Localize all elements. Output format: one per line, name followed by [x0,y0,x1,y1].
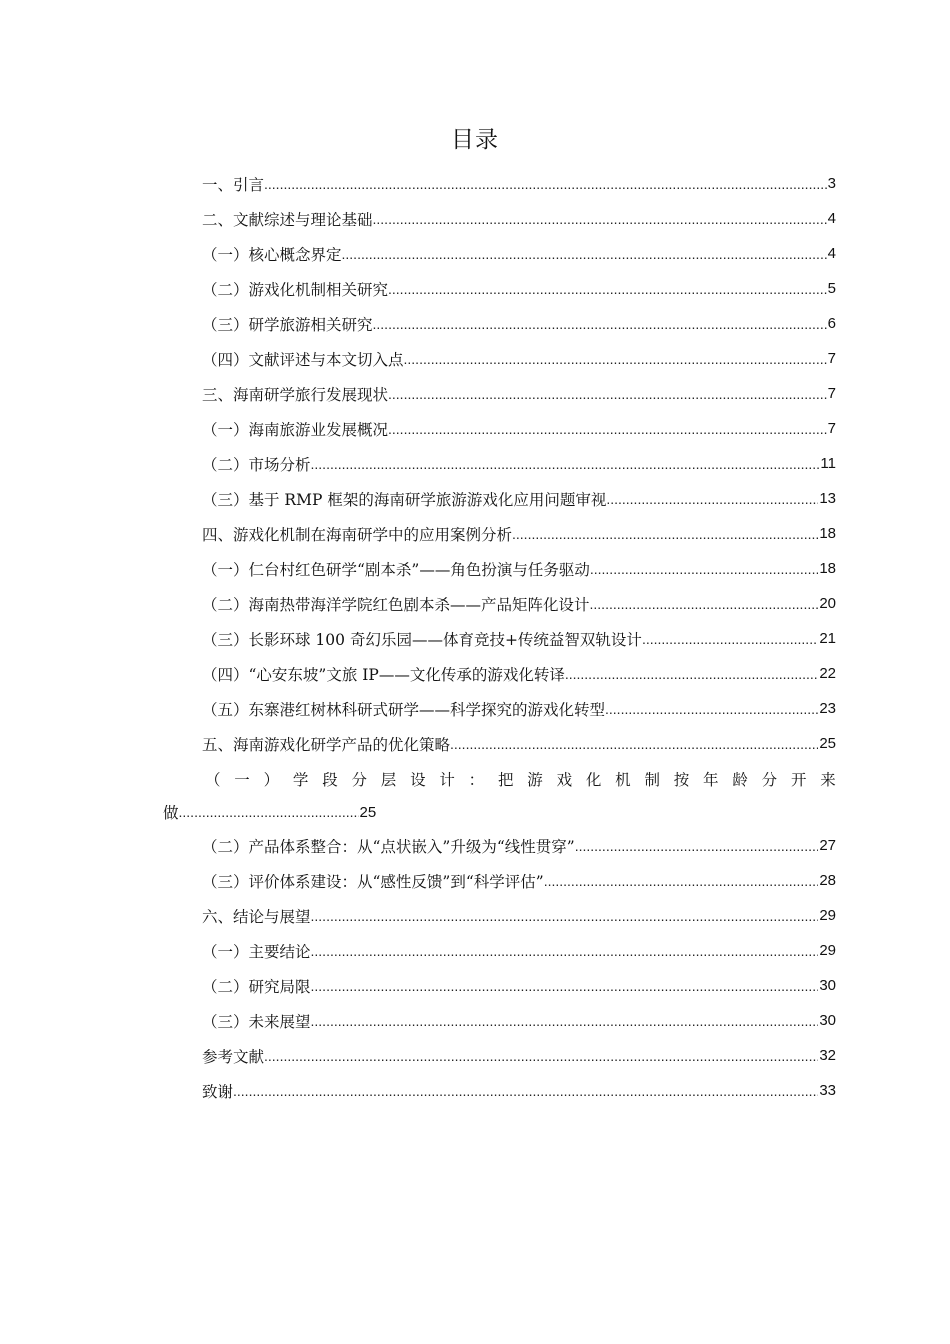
toc-entry-char: ： [468,770,485,789]
toc-entry-label: 致谢 [202,1082,234,1101]
toc-entry-char: （ [205,770,221,789]
toc-entry[interactable] [202,166,836,201]
toc-entry-label: 二、文献综述与理论基础 [202,210,373,229]
toc-entry-page-number: 27 [819,837,836,854]
toc-entry[interactable] [202,933,836,968]
toc-entry-page-number: 23 [819,700,836,717]
toc-entry[interactable] [202,968,836,1003]
toc-entry-page-number: 29 [819,942,836,959]
toc-leader-dots [311,1012,819,1030]
toc-entry[interactable] [202,586,836,621]
toc-entry-page-number: 7 [827,420,836,437]
toc-leader-dots [264,175,827,193]
toc-entry-label: 五、海南游戏化研学产品的优化策略 [202,735,451,754]
toc-leader-dots [642,630,818,648]
toc-entry-page-number: 4 [827,245,836,262]
toc-leader-dots [264,1047,818,1065]
toc-entry-label: 六、结论与展望 [202,907,311,926]
toc-entry-label: （四）“心安东坡”文旅 IP——文化传承的游戏化转译 [202,665,565,684]
toc-leader-dots [450,735,818,753]
toc-entry-page-number: 11 [820,455,836,472]
toc-entry-page-number: 5 [827,280,836,297]
toc-entry-label: （三）长影环球 100 奇幻乐园——体育竞技+传统益智双轨设计 [202,630,642,649]
toc-entry-char: 一 [234,770,250,789]
toc-leader-dots [565,665,818,683]
toc-leader-dots [373,210,827,228]
toc-entry-char: 制 [644,770,660,789]
toc-entry-char: 段 [322,770,338,789]
toc-entry[interactable] [202,236,836,271]
toc-entry[interactable] [202,341,836,376]
toc-entry-page-number: 18 [819,525,836,542]
toc-entry[interactable] [202,1073,836,1108]
toc-leader-dots [590,560,818,578]
toc-entry-char: 按 [673,770,690,789]
toc-entry-page-number: 21 [819,630,836,647]
toc-entry-char: 把 [497,770,514,789]
toc-entry[interactable] [202,621,836,656]
toc-entry-label: 三、海南研学旅行发展现状 [202,385,389,404]
toc-leader-dots [311,942,819,960]
toc-entry[interactable] [202,656,836,691]
toc-leader-dots [311,907,819,925]
table-of-contents [0,166,950,1108]
toc-entry[interactable] [202,481,836,516]
toc-leader-dots [606,490,818,508]
toc-entry[interactable] [202,691,836,726]
toc-entry[interactable] [202,863,836,898]
toc-entry-label: 四、游戏化机制在海南研学中的应用案例分析 [202,525,513,544]
toc-entry-label: （二）研究局限 [202,977,311,996]
toc-entry-page-number: 29 [819,907,836,924]
toc-entry-char: 化 [585,770,602,789]
toc-entry-page-number: 4 [827,210,836,227]
toc-entry-label: （二）海南热带海洋学院红色剧本杀——产品矩阵化设计 [202,595,590,614]
toc-entry-label: （一）海南旅游业发展概况 [202,420,389,439]
toc-entry[interactable] [202,376,836,411]
toc-leader-dots [388,420,827,438]
toc-leader-dots [373,315,827,333]
toc-entry-page-number: 30 [819,977,836,994]
toc-entry[interactable] [202,726,836,761]
toc-entry-char: 层 [380,770,397,789]
toc-leader-dots [512,525,818,543]
toc-entry-page-number: 25 [819,735,836,752]
toc-leader-dots [342,245,827,263]
toc-entry-label: （三）基于 RMP 框架的海南研学旅游游戏化应用问题审视 [202,490,607,509]
toc-entry-char: 来 [820,770,836,789]
toc-leader-dots [311,455,820,473]
toc-entry-char: 学 [292,770,309,789]
toc-entry-label: （三）未来展望 [202,1012,311,1031]
toc-leader-dots [605,700,818,718]
toc-entry-page-number: 13 [819,490,836,507]
toc-entry-label: 一、引言 [202,175,265,194]
toc-entry[interactable] [202,411,836,446]
toc-entry-label: （一）仁台村红色研学“剧本杀”——角色扮演与任务驱动 [202,560,590,579]
toc-entry-char: 游 [527,770,543,789]
toc-entry-page-number: 22 [819,665,836,682]
toc-entry-page-number: 18 [819,560,836,577]
toc-entry[interactable] [202,201,836,236]
toc-entry-label: （一）核心概念界定 [202,245,342,264]
toc-leader-dots [311,977,819,995]
toc-entry-char: 分 [761,770,778,789]
toc-entry-wrapped[interactable] [163,761,836,828]
toc-entry-page-number: 25 [359,803,377,821]
toc-entry-label: （二）市场分析 [202,455,311,474]
toc-entry-char: 计 [439,770,455,789]
toc-entry-label: （四）文献评述与本文切入点 [202,350,404,369]
toc-entry[interactable] [202,446,836,481]
toc-entry-char: ） [263,770,280,789]
toc-entry-char: 开 [790,770,807,789]
toc-entry[interactable] [202,1038,836,1073]
toc-entry[interactable] [202,1003,836,1038]
toc-leader-dots [233,1082,818,1100]
toc-entry-page-number: 32 [819,1047,836,1064]
toc-entry-label: （五）东寨港红树林科研式研学——科学探究的游戏化转型 [202,700,606,719]
toc-entry-page-number: 6 [827,315,836,332]
toc-entry[interactable] [202,271,836,306]
toc-entry-char: 戏 [556,770,573,789]
toc-entry-char: 年 [703,770,719,789]
toc-entry-label: （三）评价体系建设：从“感性反馈”到“科学评估” [202,872,544,891]
toc-entry-label-line2: 做 [163,804,179,822]
page-title: 目录 [451,127,499,153]
toc-entry-char: 机 [615,770,631,789]
toc-entry[interactable] [202,516,836,551]
toc-entry-page-number: 20 [819,595,836,612]
toc-leader-dots [575,837,819,855]
toc-entry[interactable] [202,551,836,586]
toc-entry-page-number: 7 [827,385,836,402]
toc-entry-page-number: 28 [819,872,836,889]
toc-entry-label: 参考文献 [202,1047,265,1066]
toc-entry-page-number: 7 [827,350,836,367]
toc-leader-dots [590,595,819,613]
toc-entry-label: （一）主要结论 [202,942,311,961]
toc-leader-dots [388,280,827,298]
toc-entry-page-number: 3 [827,175,836,192]
toc-entry-char: 龄 [732,770,748,789]
toc-entry-page-number: 30 [819,1012,836,1029]
toc-leader-dots [544,872,819,890]
toc-leader-dots [388,385,827,403]
toc-entry[interactable] [202,898,836,933]
toc-entry-char: 分 [351,770,367,789]
toc-entry-label: （三）研学旅游相关研究 [202,315,373,334]
toc-entry-page-number: 33 [819,1082,836,1099]
toc-leader-dots [179,803,359,821]
toc-entry-label: （二）产品体系整合：从“点状嵌入”升级为“线性贯穿” [202,837,575,856]
toc-entry-char: 设 [410,770,426,789]
toc-entry[interactable] [202,828,836,863]
toc-entry-label: （二）游戏化机制相关研究 [202,280,389,299]
toc-leader-dots [404,350,827,368]
toc-entry[interactable] [202,306,836,341]
toc-entry-label-line1 [163,761,836,796]
